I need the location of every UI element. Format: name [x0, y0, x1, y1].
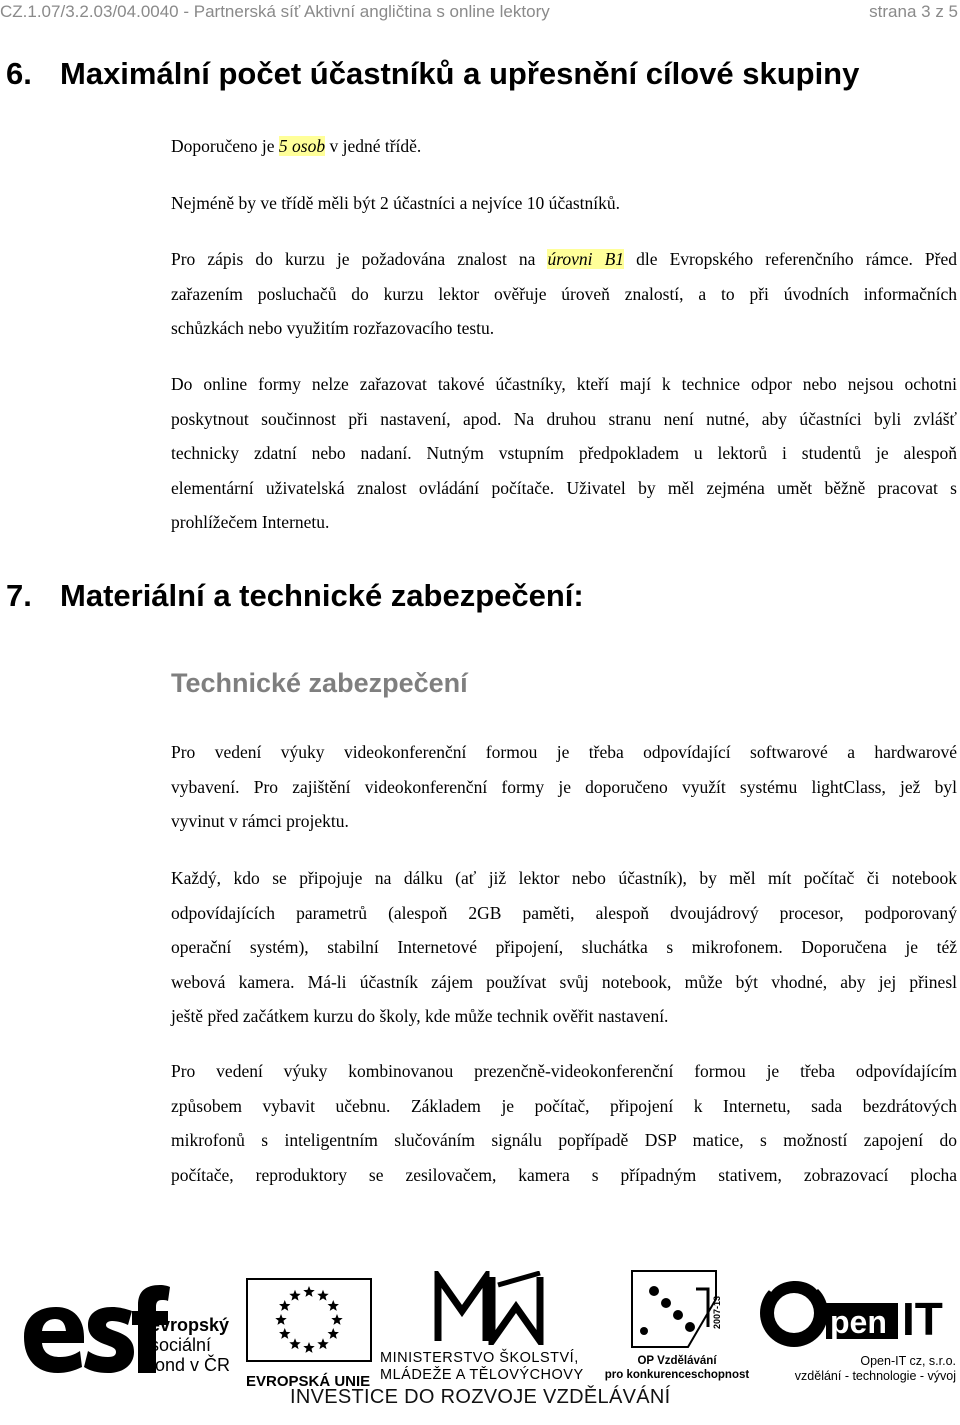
paragraph-line: prohlížečem Internetu. — [171, 512, 330, 532]
msmt-logo — [380, 1271, 600, 1383]
esf-line-1: evropský — [150, 1315, 230, 1335]
page-number: strana 3 z 5 — [869, 2, 958, 21]
paragraph-line: vybavení. Pro zajištění videokonferenční formy je doporučeno využít systému lightClass, jež byl — [171, 776, 957, 797]
section-6-heading — [6, 56, 859, 92]
op-vk-line-2: pro konkurenceschopnost — [604, 1369, 750, 1381]
op-vk-years: 2007-13 — [712, 1295, 722, 1329]
open-it-line-1: Open-IT cz, s.r.o. — [860, 1354, 956, 1368]
section-7-title: Materiální a technické zabezpečení: — [60, 578, 584, 613]
recommended-group-size — [171, 135, 957, 157]
text-run: dle Evropského referenčního rámce. Před — [624, 249, 957, 269]
videoconference-equipment-paragraph — [171, 735, 957, 839]
eu-flag-icon — [246, 1278, 372, 1362]
entry-level-paragraph — [171, 242, 957, 346]
paragraph-line: poskytnout součinnost při nastavení, apod. Na druhou stranu není nutné, aby účastníci byli zvlášť — [171, 408, 957, 429]
project-code: CZ.1.07/3.2.03/04.0040 - Partnerská síť Aktivní angličtina s online lektory — [0, 2, 550, 21]
op-vk-line-1: OP Vzdělávání — [637, 1355, 717, 1367]
paragraph-line: technicky zdatní nebo nadaní. Nutným vstupním předpokladem u lektorů i studentů je alespoň — [171, 443, 957, 463]
paragraph-line: způsobem vybavit učebnu. Základem je počítač, připojení k Internetu, sada bezdrátových — [171, 1095, 957, 1116]
paragraph-line: počítače, reproduktory se zesilovačem, kamera s případným stativem, zobrazovací plocha — [171, 1164, 957, 1185]
op-vk-logo — [604, 1269, 750, 1381]
op-vk-text — [604, 1354, 750, 1382]
msmt-text — [380, 1350, 600, 1384]
min-max-participants: Nejméně by ve třídě měli být 2 účastníci a nejvíce 10 účastníků. — [171, 193, 621, 213]
msmt-line-1: MINISTERSTVO ŠKOLSTVÍ, — [380, 1350, 579, 1366]
paragraph-line: Do online formy nelze zařazovat takové účastníky, kteří mají k technice odpor nebo nejsou ochotni — [171, 374, 957, 394]
paragraph-line: webová kamera. Má-li účastník zájem používat svůj notebook, může být vhodné, aby jej přinesl — [171, 971, 957, 992]
technical-subheading: Technické zabezpečení — [171, 668, 468, 698]
page-header — [0, 2, 958, 24]
open-it-line-2: vzdělání - technologie - vývoj — [794, 1369, 956, 1383]
esf-line-3: fond v ČR — [150, 1355, 231, 1375]
op-vk-logo-mark — [604, 1269, 750, 1349]
esf-text — [150, 1315, 230, 1375]
paragraph-line: Každý, kdo se připojuje na dálku (ať již lektor nebo účastník), by měl mít počítač či notebook — [171, 868, 957, 888]
paragraph-line: operační systém), stabilní Internetové připojení, sluchátka s mikrofonem. Doporučena je též — [171, 937, 957, 957]
open-it-logo — [756, 1273, 956, 1385]
highlighted-group-size: 5 osob — [278, 136, 326, 156]
text-run: Doporučeno je — [171, 136, 279, 156]
paragraph-line: schůzkách nebo využitím rozřazovacího testu. — [171, 318, 495, 338]
paragraph-line: Pro vedení výuky videokonferenční formou je třeba odpovídající softwarové a hardwarové — [171, 742, 957, 762]
esf-line-2: sociální — [150, 1335, 212, 1355]
highlighted-level: úrovni B1 — [547, 249, 625, 269]
paragraph-line: ještě před začátkem kurzu do školy, kde může technik ověřit nastavení. — [171, 1006, 669, 1026]
open-it-logo-mark — [756, 1273, 956, 1349]
section-7-heading — [6, 578, 584, 614]
online-participants-paragraph — [171, 367, 957, 540]
text-run: Pro zápis do kurzu je požadována znalost na — [171, 249, 548, 269]
paragraph-line — [171, 242, 957, 277]
paragraph-line: vyvinut v rámci projektu. — [171, 811, 349, 831]
paragraph-line: elementární uživatelská znalost ovládání počítače. Uživatel by měl zejména umět běžně pracovat s — [171, 477, 957, 498]
msmt-line-2: MLÁDEŽE A TĚLOVÝCHOVY — [380, 1367, 584, 1383]
paragraph-line: Pro vedení výuky kombinovanou prezenčně-videokonferenční formou je třeba odpovídajícím — [171, 1061, 957, 1081]
eu-label: EVROPSKÁ UNIE — [246, 1373, 371, 1390]
classroom-equipment-paragraph — [171, 1054, 957, 1192]
open-it-it-text: IT — [902, 1293, 943, 1345]
paragraph-line: mikrofonů s inteligentním slučováním signálu popřípadě DSP matice, s možností zapojení do — [171, 1130, 957, 1150]
open-it-text — [756, 1354, 956, 1384]
section-6-title: Maximální počet účastníků a upřesnění cílové skupiny — [60, 56, 860, 91]
paragraph-line: odpovídajících parametrů (alespoň 2GB paměti, alespoň dvoujádrový procesor, podporovaný — [171, 902, 957, 923]
eu-logo — [246, 1278, 372, 1390]
section-6-number: 6. — [6, 56, 32, 91]
paragraph-line: zařazením posluchačů do kurzu lektor ověřuje úroveň znalostí, a to při úvodních informačních — [171, 283, 957, 304]
section-7-number: 7. — [6, 578, 32, 613]
msmt-logo-mark — [380, 1271, 600, 1345]
open-it-pen-text: pen — [830, 1304, 887, 1340]
text-run: v jedné třídě. — [325, 136, 422, 156]
investice-slogan: INVESTICE DO ROZVOJE VZDĚLÁVÁNÍ — [290, 1386, 671, 1408]
remote-requirements-paragraph — [171, 861, 957, 1034]
